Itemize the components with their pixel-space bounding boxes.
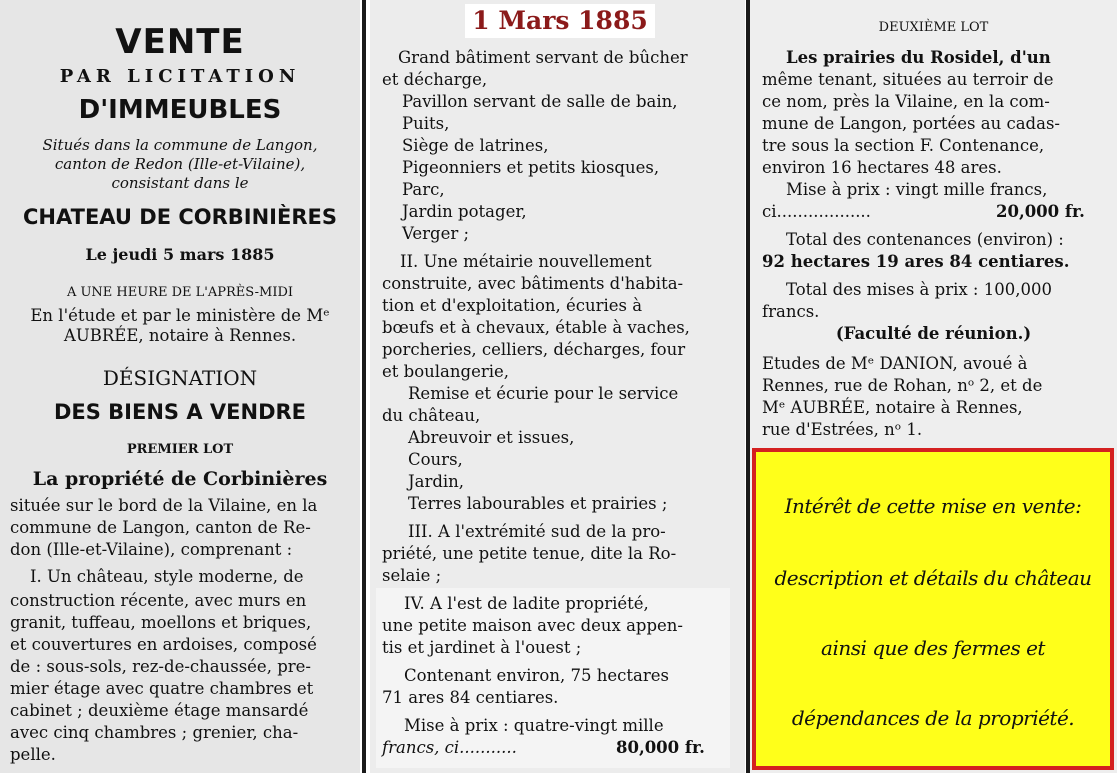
col1-line-4: I. Un château, style moderne, de <box>30 567 304 586</box>
heading-chateau: CHATEAU DE CORBINIÈRES <box>23 205 337 229</box>
contenant-line-2: 71 ares 84 centiares. <box>382 688 559 707</box>
mise-a-prix-lot2: Mise à prix : vingt mille francs, <box>786 180 1048 199</box>
etudes-line-1: Etudes de Mᵉ DANION, avoué à <box>762 354 1028 373</box>
col1-line-3: don (Ille-et-Vilaine), comprenant : <box>10 540 293 559</box>
situes-line-3: consistant dans le <box>111 174 249 192</box>
note-line-3: ainsi que des fermes et <box>821 636 1045 660</box>
col1-line-1: située sur le bord de la Vilaine, en la <box>10 496 318 515</box>
col2-line-b4: bœufs et à chevaux, étable à vaches, <box>382 318 690 337</box>
col2-line-a9: Verger ; <box>402 224 470 243</box>
col3-line-a4: mune de Langon, portées au cadas- <box>762 114 1060 133</box>
col1-line-5: construction récente, avec murs en <box>10 591 307 610</box>
heading-par-licitation: PAR LICITATION <box>59 66 301 87</box>
note-line-2: description et détails du château <box>774 566 1092 590</box>
total-contenances-1: Total des contenances (environ) : <box>786 230 1064 249</box>
faculte-reunion: (Faculté de réunion.) <box>835 324 1032 343</box>
col2-line-b8: du château, <box>382 406 481 425</box>
heading-premier-lot: PREMIER LOT <box>126 442 234 457</box>
col2-line-b1: II. Une métairie nouvellement <box>400 252 652 271</box>
etudes-line-3: Mᵉ AUBRÉE, notaire à Rennes, <box>762 398 1023 417</box>
date-title: 1 Mars 1885 <box>465 4 655 38</box>
col2-line-a7: Parc, <box>402 180 445 199</box>
column-first <box>0 0 360 773</box>
col2-line-a4: Puits, <box>402 114 450 133</box>
col1-line-7: et couvertures en ardoises, composé <box>10 635 317 654</box>
col2-line-b5: porcheries, celliers, décharges, four <box>382 340 686 359</box>
col2-line-d3: tis et jardinet à l'ouest ; <box>382 638 582 657</box>
amount-lot2: 20,000 fr. <box>996 202 1085 221</box>
heading-designation: DÉSIGNATION <box>102 366 258 390</box>
col2-line-d2: une petite maison avec deux appen- <box>382 616 684 635</box>
col1-line-10: cabinet ; deuxième étage mansardé <box>10 701 309 720</box>
contenant-line-1: Contenant environ, 75 hectares <box>404 666 669 685</box>
col2-line-b9: Abreuvoir et issues, <box>408 428 575 447</box>
col1-line-12: pelle. <box>10 745 56 764</box>
etudes-line-4: rue d'Estrées, nᵒ 1. <box>762 420 923 439</box>
etude-line-1: En l'étude et par le ministère de Mᵉ <box>30 306 330 325</box>
col2-line-c3: selaie ; <box>382 566 442 585</box>
col1-line-11: avec cinq chambres ; grenier, cha- <box>10 723 299 742</box>
col1-line-8: de : sous-sols, rez-de-chaussée, pre- <box>10 657 311 676</box>
etude-line-2: AUBRÉE, notaire à Rennes. <box>63 326 297 345</box>
col2-line-d1: IV. A l'est de ladite propriété, <box>404 594 649 613</box>
situes-line-2: canton de Redon (Ille-et-Vilaine), <box>54 155 306 173</box>
col3-line-a6: environ 16 hectares 48 ares. <box>762 158 1002 177</box>
col2-line-b2: construite, avec bâtiments d'habita- <box>382 274 684 293</box>
amount-lot1: 80,000 fr. <box>616 738 705 757</box>
col2-line-a2: et décharge, <box>382 70 488 89</box>
col2-line-b12: Terres labourables et prairies ; <box>408 494 668 513</box>
lot-four-panel <box>376 588 730 768</box>
col3-line-a1: Les prairies du Rosidel, d'un <box>786 48 1051 67</box>
sale-date: Le jeudi 5 mars 1885 <box>85 245 275 264</box>
col1-line-2: commune de Langon, canton de Re- <box>10 518 311 537</box>
heading-immeubles: D'IMMEUBLES <box>78 95 282 125</box>
col1-line-9: mier étage avec quatre chambres et <box>10 679 314 698</box>
note-line-4: dépendances de la propriété. <box>791 706 1075 730</box>
col2-line-b3: tion et d'exploitation, écuries à <box>382 296 643 315</box>
ci-lot2: ci.................. <box>762 202 871 221</box>
heading-deuxieme-lot: DEUXIÈME LOT <box>878 20 989 35</box>
col2-line-a1: Grand bâtiment servant de bûcher <box>398 48 688 67</box>
col2-line-a8: Jardin potager, <box>402 202 527 221</box>
total-mises-2: francs. <box>762 302 820 321</box>
col3-line-a5: tre sous la section F. Contenance, <box>762 136 1045 155</box>
total-mises-1: Total des mises à prix : 100,000 <box>786 280 1052 299</box>
col1-line-6: granit, tuffeau, moellons et briques, <box>10 613 312 632</box>
col2-line-b7: Remise et écurie pour le service <box>408 384 679 403</box>
col2-line-a6: Pigeonniers et petits kiosques, <box>402 158 660 177</box>
sale-hour: A UNE HEURE DE L'APRÈS-MIDI <box>66 285 294 300</box>
col2-line-b6: et boulangerie, <box>382 362 510 381</box>
total-contenances-2: 92 hectares 19 ares 84 centiares. <box>762 252 1070 271</box>
col2-line-c1: III. A l'extrémité sud de la pro- <box>408 522 666 541</box>
column-divider-1 <box>362 0 366 773</box>
propriete-title: La propriété de Corbinières <box>32 468 328 490</box>
col2-line-c2: priété, une petite tenue, dite la Ro- <box>382 544 677 563</box>
col3-line-a3: ce nom, près la Vilaine, en la com- <box>762 92 1050 111</box>
heading-vente: VENTE <box>115 22 245 62</box>
col2-line-b10: Cours, <box>408 450 463 469</box>
mise-a-prix-lot1: Mise à prix : quatre-vingt mille <box>404 716 664 735</box>
col2-line-b11: Jardin, <box>408 472 465 491</box>
col3-line-a2: même tenant, situées au terroir de <box>762 70 1054 89</box>
heading-des-biens: DES BIENS A VENDRE <box>53 400 307 424</box>
note-line-1: Intérêt de cette mise en vente: <box>784 494 1082 518</box>
francs-ci-lot1: francs, ci........... <box>382 738 517 757</box>
highlight-note-box <box>752 448 1114 770</box>
col2-line-a3: Pavillon servant de salle de bain, <box>402 92 678 111</box>
situes-line-1: Situés dans la commune de Langon, <box>42 136 318 154</box>
etudes-line-2: Rennes, rue de Rohan, nᵒ 2, et de <box>762 376 1043 395</box>
col2-line-a5: Siège de latrines, <box>402 136 549 155</box>
